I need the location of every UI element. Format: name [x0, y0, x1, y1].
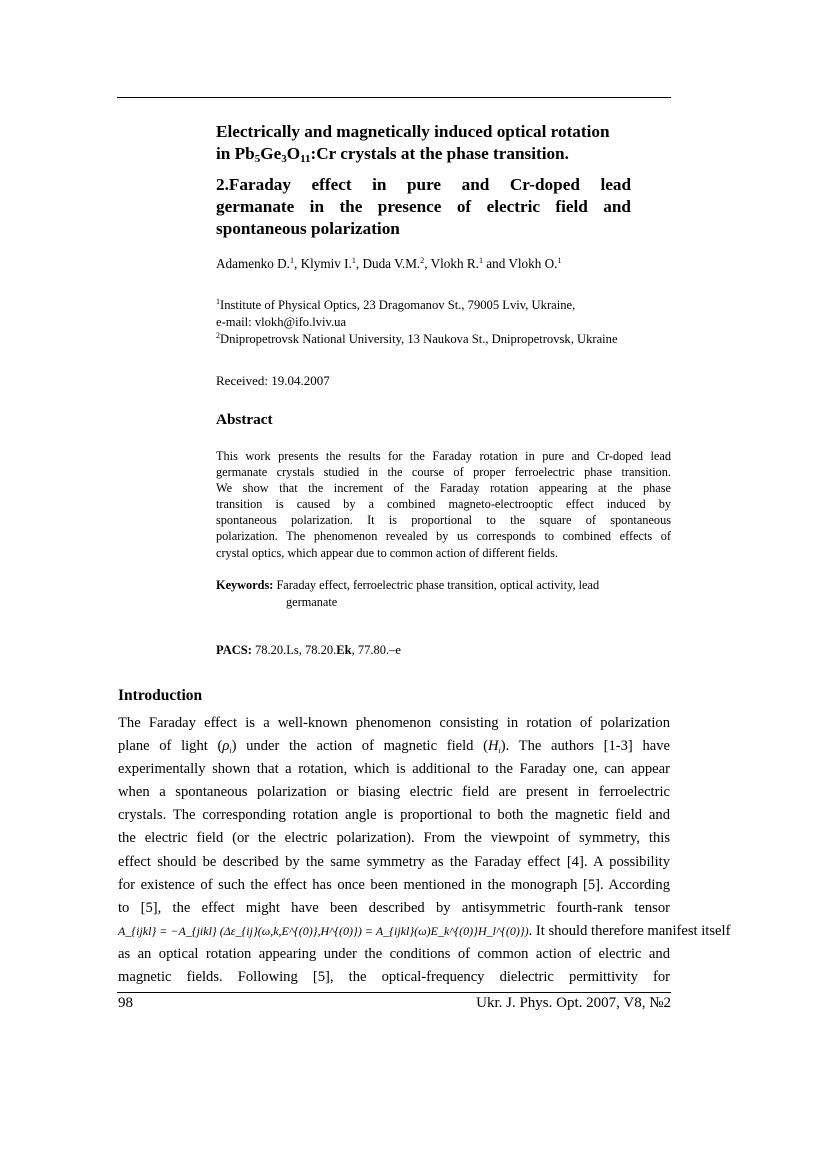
email[interactable]: e-mail: vlokh@ifo.lviv.ua — [216, 315, 347, 329]
journal-reference: Ukr. J. Phys. Opt. 2007, V8, №2 — [476, 995, 671, 1011]
body-line: magnetic fields. Following [5], the optical-frequency dielectric permittivity for — [118, 969, 670, 986]
author-list: Adamenko D.$^1$, Klymiv I.$^1$, Duda V.M.$^2$, Vlokh R.$^1$ and Vlokh O.$^1$ — [216, 256, 562, 271]
keywords-text-continued: germanate — [286, 594, 338, 609]
subtitle-line-2: germanate in the presence of electric field and — [216, 197, 631, 216]
body-line: for existence of such the effect has once been mentioned in the monograph [5]. According — [118, 876, 670, 893]
keywords — [216, 577, 671, 610]
author: Vlokh R. — [430, 256, 479, 271]
abstract-heading: Abstract — [216, 411, 273, 428]
keywords-text: Faraday effect, ferroelectric phase transition, optical activity, lead — [273, 578, 600, 592]
paper-title — [216, 121, 676, 165]
author: Klymiv I. — [300, 256, 352, 271]
header-rule — [117, 97, 671, 98]
title-line-1: Electrically and magnetically induced optical rotation — [216, 122, 610, 141]
body-line: to [5], the effect might have been described by antisymmetric fourth-rank tensor — [118, 899, 670, 916]
subtitle-line-3: spontaneous polarization — [216, 219, 400, 238]
page-number: 98 — [118, 995, 133, 1011]
pacs-codes: PACS: 78.20.Ls, 78.20.Ek, 77.80.–e — [216, 643, 401, 657]
abstract-line: This work presents the results for the Faraday rotation in pure and Cr-doped lead — [216, 449, 671, 463]
body-line: crystals. The corresponding rotation angle is proportional to both the magnetic field and — [118, 807, 670, 824]
affiliation-2: $^2$Dnipropetrovsk National University, 13 Naukova St., Dnipropetrovsk, Ukraine — [216, 331, 618, 346]
subtitle-line-1: 2.Faraday effect in pure and Cr-doped lead — [216, 175, 631, 194]
footer-rule — [117, 992, 671, 993]
body-line-formula: A_{ijkl} = −A_{jikl} (Δε_{ij}(ω,k,E^{(0)},H^{(0)}) = A_{ijkl}(ω)E_k^{(0)}H_l^{(0)}). It should therefore manifest itself — [118, 922, 731, 939]
tensor-formula: A_{ijkl} = −A_{jikl} (Δε_{ij}(ω,k,E^{(0)},H^{(0)}) = A_{ijkl}(ω)E_k^{(0)}H_l^{(0)}) — [118, 923, 529, 938]
affiliation-1: $^1$Institute of Physical Optics, 23 Dragomanov St., 79005 Lviv, Ukraine, — [216, 297, 576, 312]
title-line-2: in $Pb_5Ge_3O_{11}:Cr$ crystals at the phase transition. — [216, 144, 569, 165]
abstract-line: We show that the increment of the Faraday rotation appearing at the phase — [216, 481, 671, 496]
body-line: experimentally shown that a rotation, which is additional to the Faraday one, can appear — [118, 761, 670, 778]
body-line: when a spontaneous polarization or biasing electric field are present in ferroelectric — [118, 784, 670, 801]
abstract-line: transition is caused by a combined magneto-electrooptic effect induced by — [216, 497, 671, 512]
author: Duda V.M. — [362, 256, 421, 271]
abstract-line: spontaneous polarization. It is proportional to the square of spontaneous — [216, 513, 671, 528]
body-line: as an optical rotation appearing under the conditions of common action of electric and — [118, 945, 670, 962]
body-line: The Faraday effect is a well-known phenomenon consisting in rotation of polarization — [118, 715, 670, 731]
abstract-text — [216, 448, 671, 561]
introduction-heading: Introduction — [118, 687, 203, 704]
abstract-line: germanate crystals studied in the course of proper ferroelectric phase transition. — [216, 465, 671, 480]
abstract-line: crystal optics, which appear due to common action of different fields. — [216, 545, 558, 560]
abstract-line: polarization. The phenomenon revealed by us corresponds to combined effects of — [216, 529, 671, 544]
paper-subtitle — [216, 174, 631, 240]
introduction-body — [118, 712, 731, 989]
body-line: the electric field (or the electric polarization). From the viewpoint of symmetry, this — [118, 830, 670, 847]
author: Vlokh O. — [508, 256, 558, 271]
body-line: plane of light $(\rho_i)$ under the action of magnetic field $(H_i)$. The authors [1-3] have — [118, 738, 670, 756]
received-date: Received: 19.04.2007 — [216, 373, 330, 388]
affiliations — [216, 297, 618, 348]
author: Adamenko D. — [216, 256, 290, 271]
body-line: effect should be described by the same symmetry as the Faraday effect [4]. A possibility — [118, 853, 670, 870]
keywords-label: Keywords: — [216, 578, 274, 592]
